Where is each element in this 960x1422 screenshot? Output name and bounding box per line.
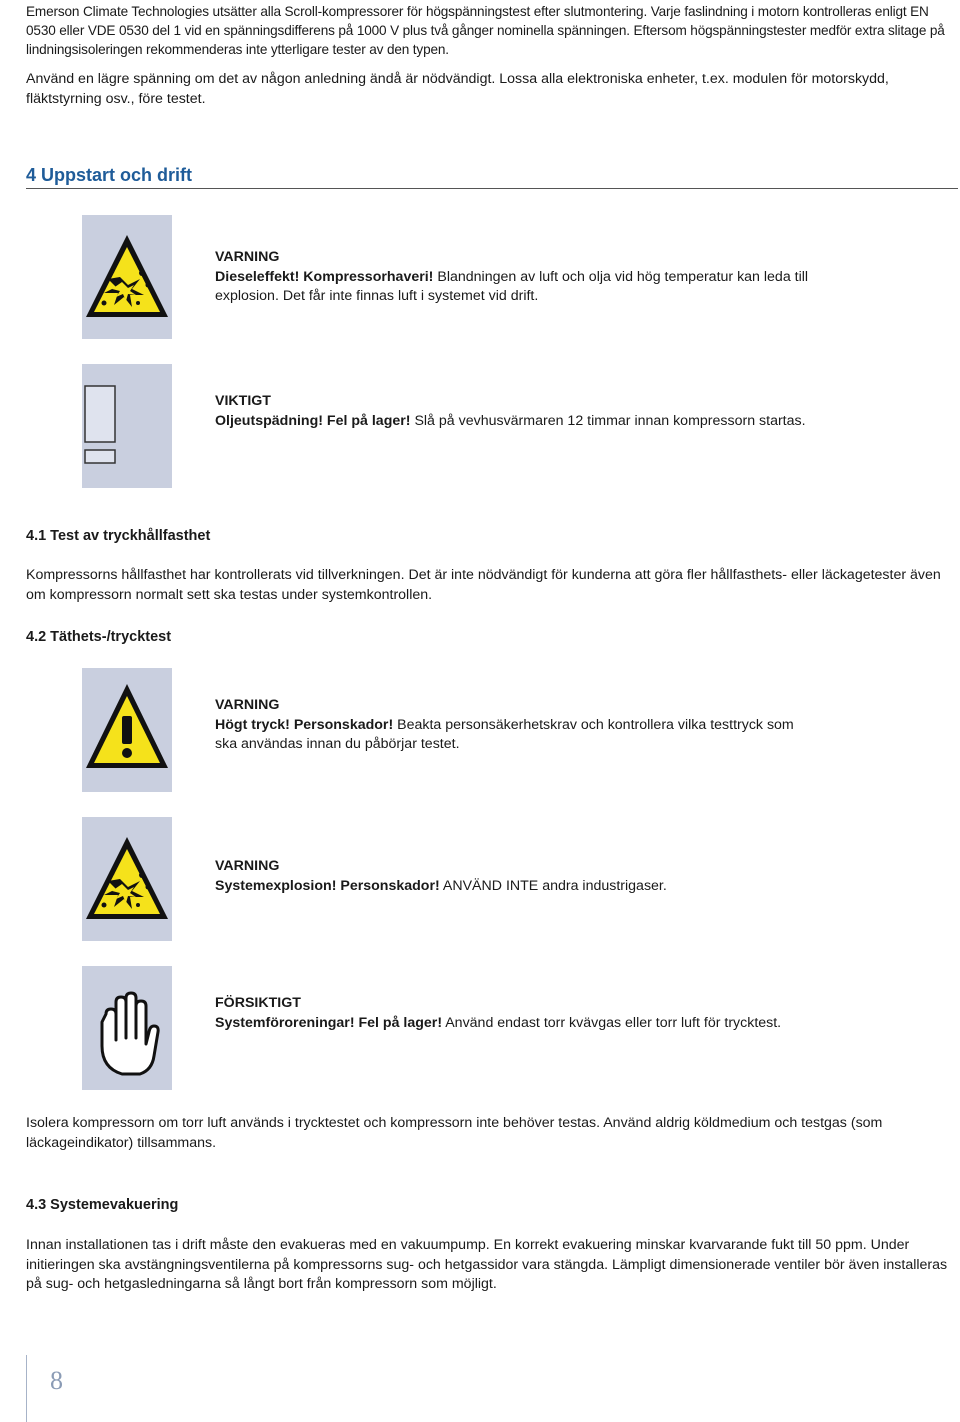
page-number: 8 bbox=[50, 1366, 63, 1395]
notice-text: Slå på vevhusvärmaren 12 timmar innan kompressorn startas. bbox=[410, 412, 806, 429]
intro-paragraph-1: Emerson Climate Technologies utsätter alla Scroll-kompressorer för högspänningstest efter slutmontering. Varje faslindning i motorn kontrolleras enligt EN 0530 eller VDE 0530 del 1 vid en spänningsdifferens på 1000 V plus två gånger nominella spänningen. Eftersom högspänningstester medför extra slitage på lindningsisoleringen rekommenderas inte ytterligare tester av den typen. bbox=[26, 4, 945, 57]
notice-label: VARNING bbox=[215, 697, 280, 713]
notice-bold: Dieseleffekt! Kompressorhaveri! bbox=[215, 268, 434, 285]
section-4-1-title: 4.1 Test av tryckhållfasthet bbox=[26, 528, 211, 544]
notice-warning-diesel bbox=[215, 248, 815, 307]
explosion-warning-icon bbox=[82, 817, 172, 941]
notice-bold: Oljeutspädning! Fel på lager! bbox=[215, 412, 411, 429]
notice-bold: Systemföroreningar! Fel på lager! bbox=[215, 1014, 443, 1031]
important-exclamation-icon bbox=[82, 364, 172, 488]
notice-label: VARNING bbox=[215, 249, 280, 265]
hand-caution-icon bbox=[82, 966, 172, 1090]
notice-bold: Högt tryck! Personskador! bbox=[215, 716, 394, 733]
section-4-title: 4 Uppstart och drift bbox=[26, 165, 193, 185]
section-4-rule bbox=[26, 188, 958, 189]
general-warning-icon bbox=[82, 668, 172, 792]
section-4-3-title: 4.3 Systemevakuering bbox=[26, 1197, 179, 1213]
notice-bold: Systemexplosion! Personskador! bbox=[215, 877, 440, 894]
notice-warning-explosion bbox=[215, 857, 815, 896]
notice-important-oil bbox=[215, 392, 815, 431]
notice-caution-contamination bbox=[215, 994, 815, 1033]
explosion-warning-icon bbox=[82, 215, 172, 339]
section-4-2-paragraph: Isolera kompressorn om torr luft används i trycktestet och kompressorn inte behöver testas. Använd aldrig köldmedium och testgas (som läckageindikator) tillsammans. bbox=[26, 1115, 883, 1151]
section-4-3-paragraph: Innan installationen tas i drift måste den evakueras med en vakuumpump. En korrekt evakuering minskar kvarvarande fukt till 50 ppm. Under initieringen ska avstängningsventilerna på kompressorns sug- och hetgassidor vara stängda. Lämpligt dimensionerade ventiler bör även installeras på sug- och hetgasledningarna så långt bort från kompressorn som möjligt. bbox=[26, 1237, 948, 1292]
section-4-2-title: 4.2 Täthets-/trycktest bbox=[26, 629, 172, 645]
notice-label: FÖRSIKTIGT bbox=[215, 995, 301, 1011]
notice-text: Blandningen av luft och olja vid hög temperatur kan leda till explosion. Det får inte finnas luft i systemet vid drift. bbox=[215, 268, 809, 304]
notice-text: ANVÄND INTE andra industrigaser. bbox=[439, 877, 667, 894]
notice-label: VIKTIGT bbox=[215, 393, 271, 409]
intro-paragraph-2: Använd en lägre spänning om det av någon anledning ändå är nödvändigt. Lossa alla elektroniska enheter, t.ex. modulen för motorskydd, fläktstyrning osv., före testet. bbox=[26, 71, 889, 107]
notice-label: VARNING bbox=[215, 858, 280, 874]
section-4-1-paragraph: Kompressorns hållfasthet har kontrollerats vid tillverkningen. Det är inte nödvändigt för kunderna att göra fler hållfasthets- eller läckagetester även om kompressorn normalt sett ska testas under systemkontrollen. bbox=[26, 567, 941, 603]
notice-text: Beakta personsäkerhetskrav och kontrollera vilka testtryck som ska användas innan du påbörjar testet. bbox=[215, 716, 794, 752]
notice-warning-pressure bbox=[215, 696, 815, 755]
page-number-rule bbox=[26, 1355, 27, 1422]
notice-text: Använd endast torr kvävgas eller torr luft för trycktest. bbox=[442, 1014, 782, 1031]
